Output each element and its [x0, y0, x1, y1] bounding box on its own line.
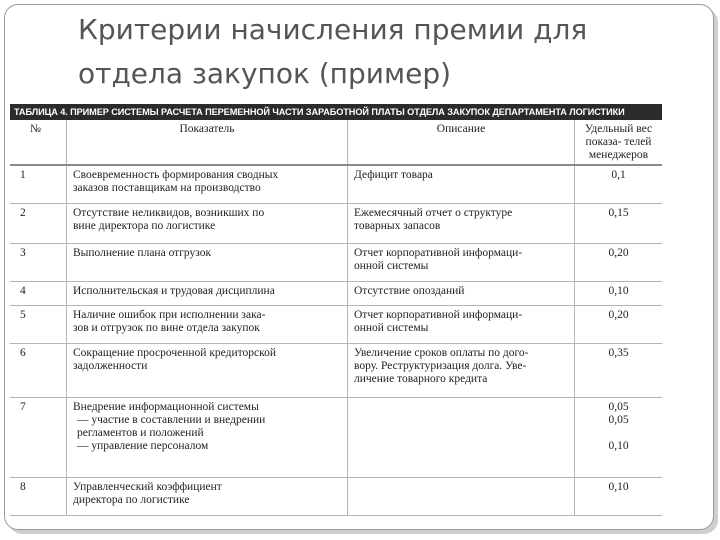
cell-indicator [67, 203, 348, 243]
description-line: Дефицит товара [354, 169, 433, 181]
indicator-line: вине директора по логистике [73, 219, 216, 232]
weight-value: 0,05 [608, 400, 629, 413]
indicator-line: Управленческий коэффициент [73, 480, 222, 493]
cell-weight [575, 203, 663, 243]
slide-title: Критерии начисления премии для отдела закупок (пример) [78, 13, 588, 90]
cell-weight [575, 165, 663, 203]
cell-description [348, 343, 575, 397]
description-line: Ежемесячный отчет о структуре [354, 206, 513, 219]
table-row [10, 343, 662, 397]
cell-weight [575, 343, 663, 397]
cell-num: 5 [10, 305, 67, 343]
header-num: № [10, 120, 67, 165]
cell-num: 6 [10, 343, 67, 397]
description-line: личение товарного кредита [354, 372, 488, 385]
cell-indicator [67, 281, 348, 305]
weight-value: 0,10 [608, 480, 629, 493]
table-row [10, 477, 662, 515]
table-row [10, 305, 662, 343]
table-row [10, 165, 662, 203]
indicator-line: заказов поставщикам на производство [73, 182, 261, 194]
cell-num: 1 [10, 165, 67, 203]
table-row [10, 203, 662, 243]
cell-description [348, 397, 575, 477]
indicator-line: Своевременность формирования сводных [73, 169, 279, 181]
cell-description [348, 203, 575, 243]
indicator-line: регламентов и положений [77, 426, 204, 439]
description-line: Отчет корпоративной информаци- [354, 308, 523, 321]
description-line: Отсутствие опозданий [354, 284, 465, 297]
description-line: онной системы [354, 259, 429, 272]
cell-indicator [67, 165, 348, 203]
indicator-line: — участие в составлении и внедрении [77, 413, 266, 426]
indicator-line: зов и отгрузок по вине отдела закупок [73, 321, 260, 334]
indicator-line: Наличие ошибок при исполнении зака- [73, 308, 266, 321]
weight-value: 0,15 [608, 206, 629, 219]
cell-description [348, 281, 575, 305]
cell-weight [575, 243, 663, 281]
indicator-line: Внедрение информационной системы [73, 400, 259, 413]
header-weight: Удельный вес показа- телей менеджеров [575, 120, 663, 165]
cell-num: 7 [10, 397, 67, 477]
cell-num: 2 [10, 203, 67, 243]
cell-indicator [67, 477, 348, 515]
indicator-line: Сокращение просроченной кредиторской [73, 346, 277, 359]
weight-value: 0,20 [608, 246, 629, 259]
cell-weight [575, 281, 663, 305]
description-line: Увеличение сроков оплаты по дого- [354, 346, 529, 359]
cell-indicator [67, 397, 348, 477]
indicator-line: — управление персоналом [77, 439, 209, 452]
description-line: онной системы [354, 321, 429, 334]
bonus-criteria-table [10, 120, 662, 516]
cell-num: 4 [10, 281, 67, 305]
cell-indicator [67, 243, 348, 281]
weight-value: 0,10 [608, 284, 629, 297]
cell-indicator [67, 343, 348, 397]
description-line: вору. Реструктуризация долга. Уве- [354, 359, 527, 372]
weight-value: 0,35 [608, 346, 629, 359]
table-row [10, 243, 662, 281]
header-description: Описание [348, 120, 575, 165]
weight-value: 0,20 [608, 308, 629, 321]
cell-num: 8 [10, 477, 67, 515]
cell-description [348, 165, 575, 203]
indicator-line: Выполнение плана отгрузок [73, 246, 212, 259]
bonus-table-image [10, 104, 662, 524]
weight-value: 0,05 [608, 413, 629, 426]
cell-description [348, 305, 575, 343]
cell-description [348, 243, 575, 281]
weight-value: 0,1 [611, 169, 626, 181]
table-row [10, 281, 662, 305]
cell-weight [575, 397, 663, 477]
table-body [10, 165, 662, 515]
indicator-line: задолженности [73, 359, 148, 372]
cell-weight [575, 477, 663, 515]
cell-indicator [67, 305, 348, 343]
description-line: Отчет корпоративной информаци- [354, 246, 523, 259]
indicator-line: Исполнительская и трудовая дисциплина [73, 284, 275, 297]
cell-weight [575, 305, 663, 343]
indicator-line: директора по логистике [73, 493, 190, 506]
table-caption: ТАБЛИЦА 4. ПРИМЕР СИСТЕМЫ РАСЧЕТА ПЕРЕМЕННОЙ ЧАСТИ ЗАРАБОТНОЙ ПЛАТЫ ОТДЕЛА ЗАКУПОК ДЕПАРТАМЕНТА ЛОГИСТИКИ [10, 104, 662, 120]
header-indicator: Показатель [67, 120, 348, 165]
cell-num: 3 [10, 243, 67, 281]
weight-value: 0,10 [608, 439, 629, 452]
table-header-row [10, 120, 662, 165]
weight-value [581, 427, 656, 440]
indicator-line: Отсутствие неликвидов, возникших по [73, 206, 265, 219]
description-line: товарных запасов [354, 219, 441, 232]
table-row [10, 397, 662, 477]
cell-description [348, 477, 575, 515]
